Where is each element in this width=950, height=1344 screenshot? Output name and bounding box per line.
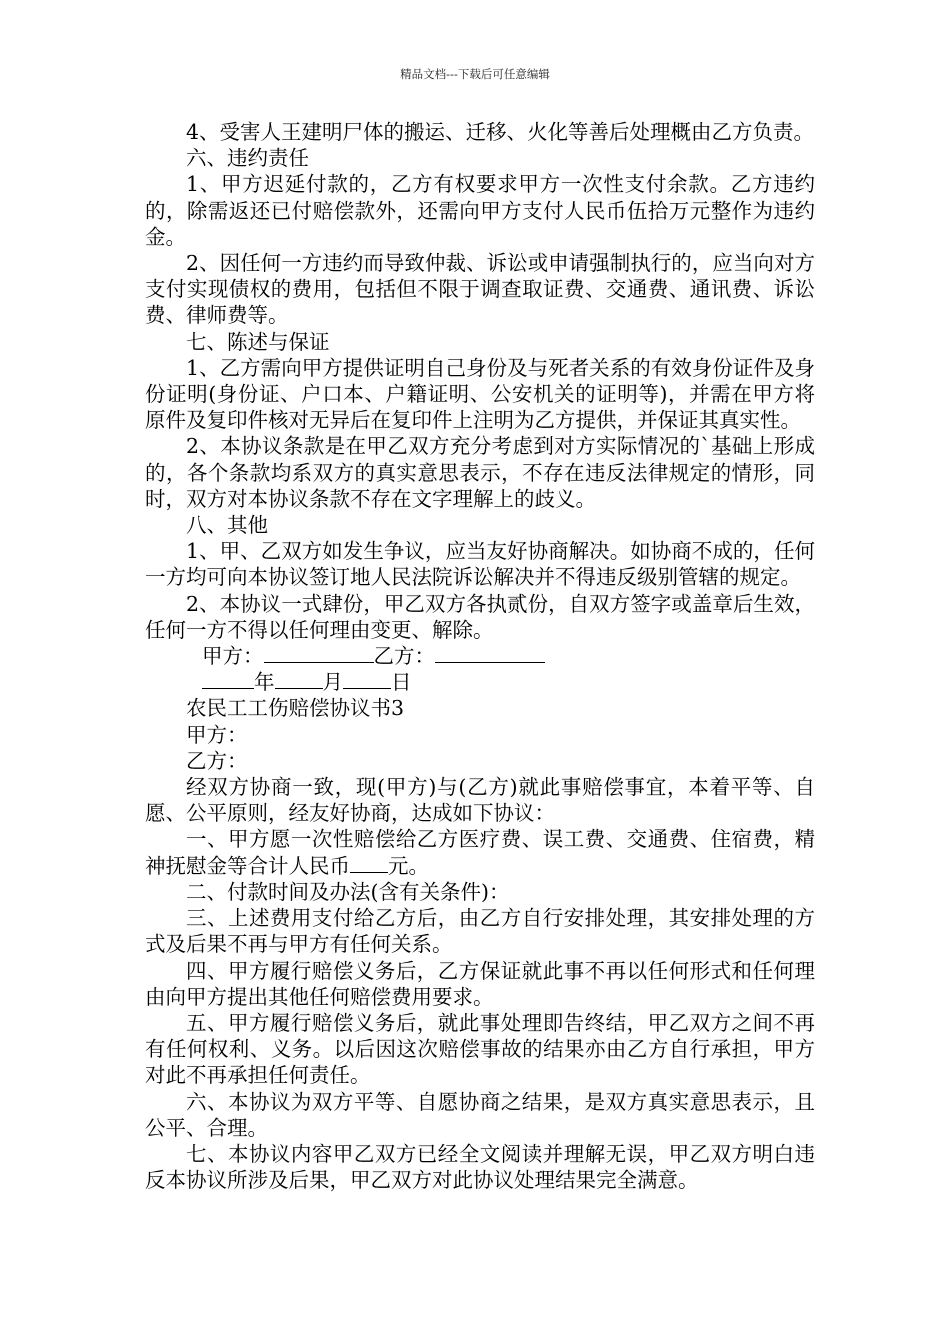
agreement-clause-5: 五、甲方履行赔偿义务后，就此事处理即告终结，甲乙双方之间不再有任何权利、义务。以后因这次赔偿事故的结果亦由乙方自行承担，甲方对此不再承担任何责任。 [145, 1010, 815, 1088]
paragraph-8-2: 2、本协议一式肆份，甲乙双方各执贰份，自双方签字或盖章后生效，任何一方不得以任何理由变更、解除。 [145, 591, 815, 642]
party-a-blank [264, 644, 374, 663]
year-label: 年 [254, 670, 275, 695]
year-blank [202, 670, 254, 689]
amount-blank [350, 854, 388, 873]
month-label: 月 [322, 670, 343, 695]
date-line [145, 669, 815, 695]
month-blank [275, 670, 323, 689]
section-heading-7: 七、陈述与保证 [186, 329, 330, 354]
agreement-clause-4: 四、甲方履行赔偿义务后，乙方保证就此事不再以任何形式和任何理由向甲方提出其他任何赔偿费用要求。 [145, 958, 815, 1009]
agreement-party-b: 乙方： [186, 748, 248, 773]
party-b-blank [435, 644, 545, 663]
signature-line [145, 643, 815, 669]
agreement-clause-3: 三、上述费用支付给乙方后，由乙方自行安排处理，其安排处理的方式及后果不再与甲方有任何关系。 [145, 906, 815, 957]
agreement-clause-1 [145, 826, 815, 878]
day-blank [343, 670, 391, 689]
paragraph-8-1: 1、甲、乙双方如发生争议，应当友好协商解决。如协商不成的，任何一方均可向本协议签订地人民法院诉讼解决并不得违反级别管辖的规定。 [145, 539, 815, 590]
section-heading-8: 八、其他 [186, 513, 268, 538]
agreement-intro: 经双方协商一致，现(甲方)与(乙方)就此事赔偿事宜，本着平等、自愿、公平原则，经友好协商，达成如下协议： [145, 775, 815, 826]
clause-1-text: 一、甲方愿一次性赔偿给乙方医疗费、误工费、交通费、住宿费，精神抚慰金等合计人民币 [145, 827, 815, 878]
agreement-title: 农民工工伤赔偿协议书3 [186, 696, 405, 721]
party-a-label: 甲方： [202, 644, 264, 669]
paragraph-7-2: 2、本协议条款是在甲乙双方充分考虑到对方实际情况的`基础上形成的，各个条款均系双方的真实意思表示，不存在违反法律规定的情形，同时，双方对本协议条款不存在文字理解上的歧义。 [145, 434, 815, 511]
paragraph-6-1: 1、甲方迟延付款的，乙方有权要求甲方一次性支付余款。乙方违约的，除需返还已付赔偿款外，还需向甲方支付人民币伍拾万元整作为违约金。 [145, 172, 815, 249]
paragraph-7-1: 1、乙方需向甲方提供证明自己身份及与死者关系的有效身份证件及身份证明(身份证、户口本、户籍证明、公安机关的证明等)，并需在甲方将原件及复印件核对无异后在复印件上注明为乙方提供，并保证其真实性。 [145, 355, 815, 433]
party-b-label: 乙方： [373, 644, 435, 669]
agreement-clause-2: 二、付款时间及办法(含有关条件)： [186, 879, 510, 904]
agreement-party-a: 甲方： [186, 722, 248, 747]
day-label: 日 [391, 670, 412, 695]
clause-1-unit: 元。 [388, 853, 429, 878]
agreement-clause-7: 七、本协议内容甲乙双方已经全文阅读并理解无误，甲乙双方明白违反本协议所涉及后果，甲乙双方对此协议处理结果完全满意。 [145, 1141, 815, 1193]
agreement-clause-6: 六、本协议为双方平等、自愿协商之结果，是双方真实意思表示，且公平、合理。 [145, 1089, 815, 1140]
page-header: 精品文档---下载后可任意编辑 [400, 67, 550, 81]
paragraph-clause-4: 4、受害人王建明尸体的搬运、迁移、火化等善后处理概由乙方负责。 [186, 120, 815, 144]
document-body [145, 119, 815, 1193]
section-heading-6: 六、违约责任 [186, 146, 309, 171]
paragraph-6-2: 2、因任何一方违约而导致仲裁、诉讼或申请强制执行的，应当向对方支付实现债权的费用，包括但不限于调查取证费、交通费、通讯费、诉讼费、律师费等。 [145, 251, 815, 328]
